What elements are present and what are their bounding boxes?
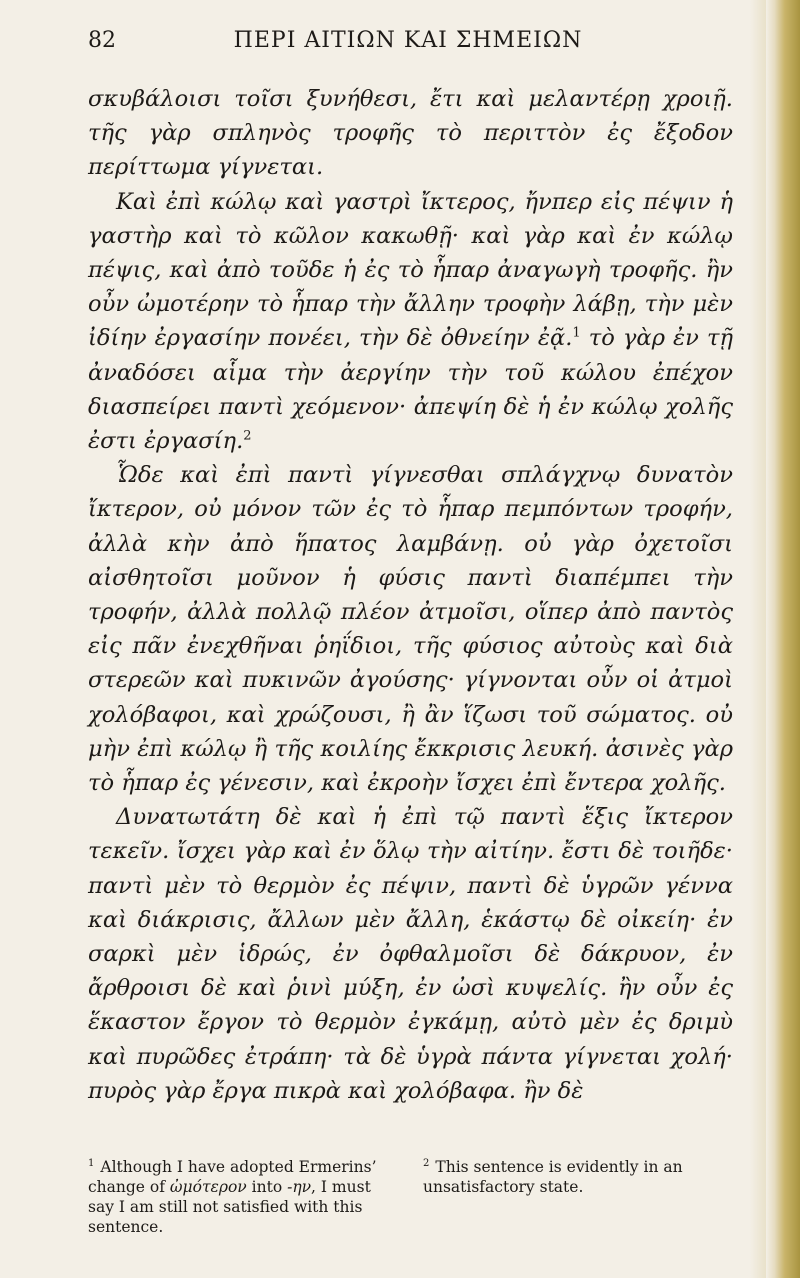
page-header bbox=[88, 28, 728, 58]
paragraph bbox=[88, 185, 733, 459]
paragraph-text: τὸ γὰρ ἐν τῇ ἀναδόσει αἷμα τὴν ἀεργίην τὴν τοῦ κώλου ἐπέχον διασπείρει παντὶ χεόμενον· ἀπεψίη δὲ ἡ ἐν κώλῳ χολῆς ἐστι ἐργασίη. bbox=[88, 325, 733, 455]
footnote-greek: -ην bbox=[287, 1178, 312, 1197]
paragraph-text: Δυνατωτάτη δὲ καὶ ἡ ἐπὶ τῷ παντὶ ἕξις ἴκτερον τεκεῖν. ἴσχει γὰρ καὶ ἐν ὅλῳ τὴν αἰτίην. ἔστι δὲ τοιῆδε· παντὶ μὲν τὸ θερμὸν ἐς πέψιν, παντὶ δὲ ὑγρῶν γέννα καὶ διάκρισις, ἄλλων μὲν ἄλλη, ἑκάστῳ δὲ οἰκείη· ἐν σαρκὶ μὲν ἱδρώς, ἐν ὀφθαλμοῖσι δὲ δάκρυον, ἐν ἄρθροισι δὲ καὶ ῥινὶ μύξη, ἐν ὠσὶ κυψελίς. ἢν οὖν ἐς ἕκαστον ἔργον τὸ θερμὸν ἐγκάμῃ, αὐτὸ μὲν ἐς δριμὺ καὶ πυρῶδες ἐτράπη· τὰ δὲ ὑγρὰ πάντα γίγνεται χολή· πυρὸς γὰρ ἔργα πικρὰ καὶ χολόβαφα. ἢν δὲ bbox=[88, 804, 733, 1104]
footnote-text: This sentence is evidently in an unsatisfactory state. bbox=[423, 1158, 683, 1197]
footnote-text: Although I have adopted Ermerins’ change of bbox=[88, 1158, 377, 1197]
book-edge bbox=[766, 0, 800, 1278]
footnote-ref[interactable]: 1 bbox=[572, 325, 581, 341]
footnote-text: into bbox=[246, 1178, 288, 1197]
footnote-number: 2 bbox=[423, 1158, 430, 1169]
footnote bbox=[88, 1154, 398, 1237]
paragraph-text: Καὶ ἐπὶ κώλῳ καὶ γαστρὶ ἴκτερος, ἤνπερ εἰς πέψιν ἡ γαστὴρ καὶ τὸ κῶλον κακωθῇ· καὶ γὰρ καὶ ἐν κώλῳ πέψις, καὶ ἀπὸ τοῦδε ἡ ἐς τὸ ἧπαρ ἀναγωγὴ τροφῆς. ἢν οὖν ὠμοτέρην τὸ ἧπαρ τὴν ἄλλην τροφὴν λάβῃ, τὴν μὲν ἰδίην ἐργασίην πονέει, τὴν δὲ ὀθνείην ἐᾷ. bbox=[88, 188, 733, 352]
footnote-ref[interactable]: 2 bbox=[243, 428, 252, 444]
paragraph-text: σκυβάλοισι τοῖσι ξυνήθεσι, ἔτι καὶ μελαντέρῃ χροιῇ. τῆς γὰρ σπληνὸς τροφῆς τὸ περιττὸν ἐς ἔξοδον περίττωμα γίγνεται. bbox=[88, 86, 733, 181]
footnote-number: 1 bbox=[88, 1158, 95, 1169]
paragraph bbox=[88, 800, 733, 1108]
footnotes bbox=[88, 1154, 733, 1237]
paragraph bbox=[88, 458, 733, 800]
page-number: 82 bbox=[88, 28, 116, 53]
main-text bbox=[88, 82, 733, 1108]
paragraph-text: Ὧδε καὶ ἐπὶ παντὶ γίγνεσθαι σπλάγχνῳ δυνατὸν ἴκτερον, οὐ μόνον τῶν ἐς τὸ ἧπαρ πεμπόντων τροφήν, ἀλλὰ κὴν ἀπὸ ἥπατος λαμβάνῃ. οὐ γὰρ ὀχετοῖσι αἰσθητοῖσι μοῦνον ἡ φύσις παντὶ διαπέμπει τὴν τροφήν, ἀλλὰ πολλῷ πλέον ἀτμοῖσι, οἵπερ ἀπὸ παντὸς εἰς πᾶν ἐνεχθῆναι ῥηΐδιοι, τῆς φύσιος αὐτοὺς καὶ διὰ στερεῶν καὶ πυκινῶν ἀγούσης· γίγνονται οὖν οἱ ἀτμοὶ χολόβαφοι, καὶ χρώζουσι, ἢ ἂν ἵζωσι τοῦ σώματος. οὐ μὴν ἐπὶ κώλῳ ἢ τῆς κοιλίης ἔκκρισις λευκή. ἀσινὲς γὰρ τὸ ἧπαρ ἐς γένεσιν, καὶ ἐκροὴν ἴσχει ἐπὶ ἔντερα χολῆς. bbox=[88, 462, 733, 797]
footnote-text: , I must say I am still not satisfied with this sentence. bbox=[88, 1178, 371, 1237]
page-edge-shadow bbox=[750, 0, 766, 1278]
paragraph bbox=[88, 82, 733, 185]
running-head: ΠΕΡΙ ΑΙΤΙΩΝ ΚΑΙ ΣΗΜΕΙΩΝ bbox=[233, 28, 583, 53]
footnote bbox=[423, 1154, 733, 1237]
footnote-greek: ὠμότερον bbox=[169, 1178, 247, 1197]
